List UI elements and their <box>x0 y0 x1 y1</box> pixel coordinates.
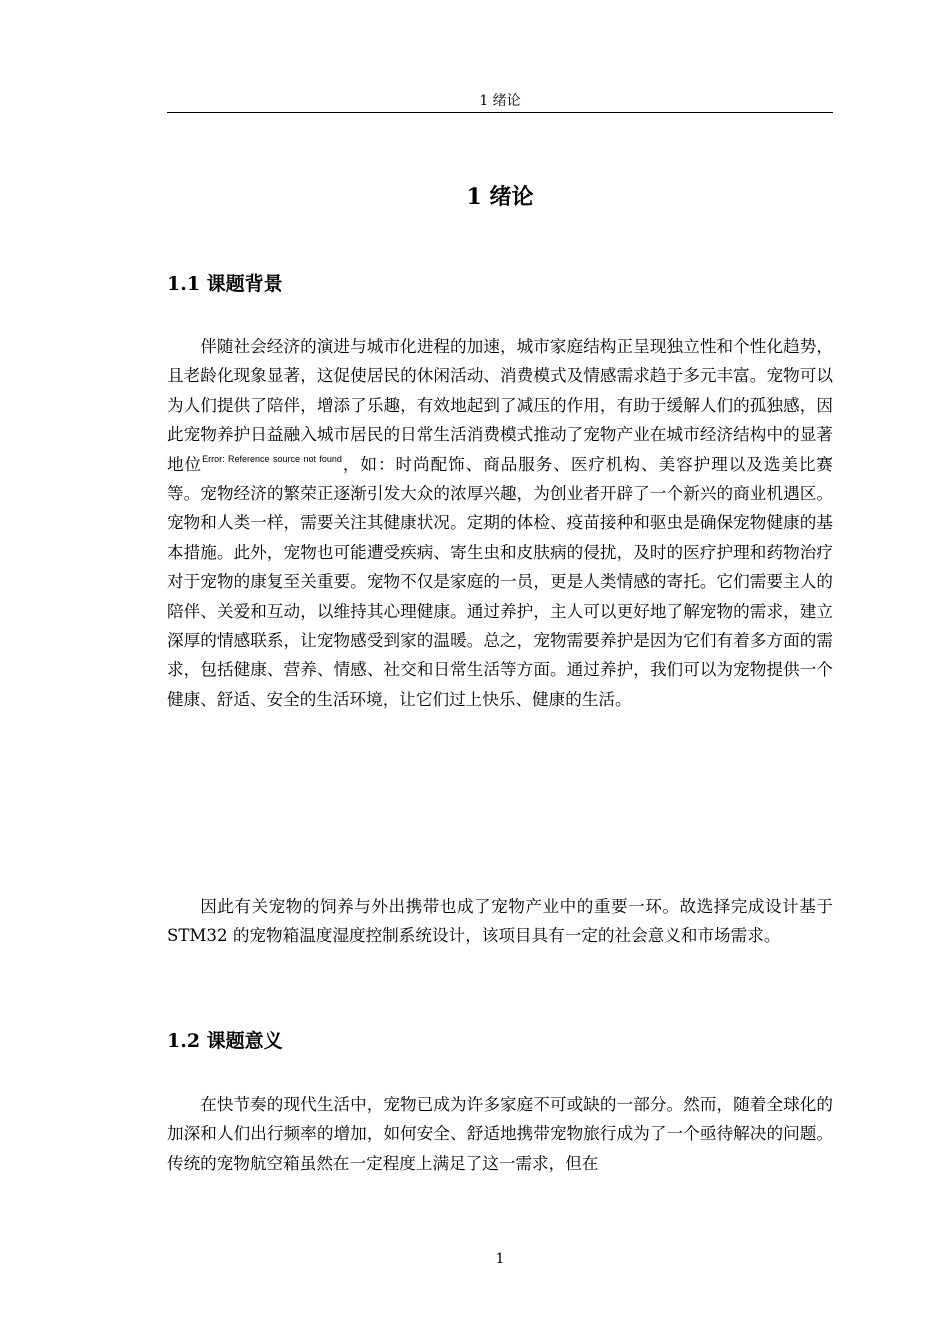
paragraph-project-choice: 因此有关宠物的饲养与外出携带也成了宠物产业中的重要一环。故选择完成设计基于 STM32 的宠物箱温度湿度控制系统设计，该项目具有一定的社会意义和市场需求。 <box>167 897 833 946</box>
section-heading-1-2: 1.2 课题意义 <box>167 1030 283 1052</box>
header-rule <box>167 112 833 113</box>
chapter-title: 1 绪论 <box>466 184 534 210</box>
paragraph-text: ，如：时尚配饰、商品服务、医疗机构、美容护理以及选美比赛等。宠物经济的繁荣正逐渐引发大众的浓厚兴趣，为创业者开辟了一个新兴的商业机遇区。宠物和人类一样，需要关注其健康状况。定期的体检、疫苗接种和驱虫是确保宠物健康的基本措施。此外，宠物也可能遭受疾病、寄生虫和皮肤病的侵扰，及时的医疗护理和药物治疗对于宠物的康复至关重要。宠物不仅是家庭的一员，更是人类情感的寄托。它们需要主人的陪伴、关爱和互动，以维持其心理健康。通过养护，主人可以更好地了解宠物的需求，建立深厚的情感联系，让宠物感受到家的温暖。总之，宠物需要养护是因为它们有着多方面的需求，包括健康、营养、情感、社交和日常生活等方面。通过养护，我们可以为宠物提供一个健康、舒适、安全的生活环境，让它们过上快乐、健康的生活。 <box>167 454 834 709</box>
page-number: 1 <box>495 1251 505 1267</box>
paragraph-text: 伴随社会经济的演进与城市化进程的加速，城市家庭结构正呈现独立性和个性化趋势，且老龄化现象显著，这促使居民的休闲活动、消费模式及情感需求趋于多元丰富。宠物可以为人们提供了陪伴，增添了乐趣，有效地起到了减压的作用，有助于缓解人们的孤独感，因此宠物养护日益融入城市居民的日常生活消费模式推动了宠物产业在城市经济结构中的显著地位 <box>167 337 833 474</box>
running-header: 1 绪论 <box>479 93 521 109</box>
paragraph-background <box>167 332 833 714</box>
reference-error-text: Error: Reference source not found <box>202 453 342 464</box>
section-heading-1-1: 1.1 课题背景 <box>167 273 283 295</box>
paragraph-significance: 在快节奏的现代生活中，宠物已成为许多家庭不可或缺的一部分。然而，随着全球化的加深和人们出行频率的增加，如何安全、舒适地携带宠物旅行成为了一个亟待解决的问题。传统的宠物航空箱虽然在一定程度上满足了这一需求，但在 <box>167 1095 833 1173</box>
